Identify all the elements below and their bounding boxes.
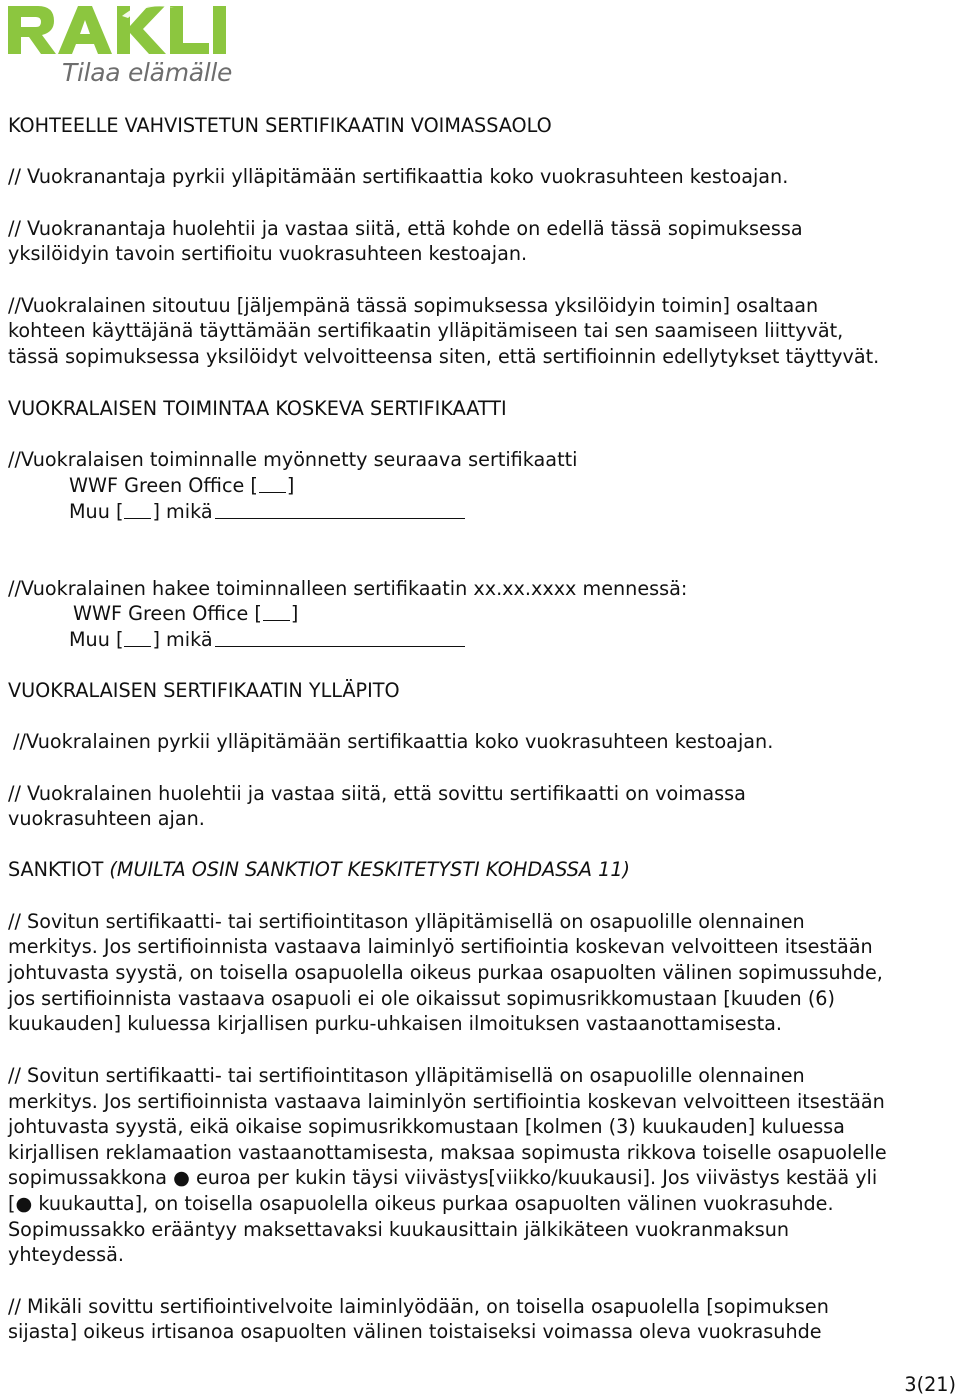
rakli-logo: [4, 2, 254, 92]
paragraph-sanction-penalty-line-8: yhteydessä.: [8, 1243, 125, 1266]
paragraph-landlord-responsibility-line-1: // Vuokranantaja huolehtii ja vastaa siitä, että kohde on edellä tässä sopimuksessa: [8, 217, 803, 240]
paragraph-landlord-aim: // Vuokranantaja pyrkii ylläpitämään sertifikaattia koko vuokrasuhteen kestoajan.: [8, 165, 789, 188]
fill-in-line[interactable]: [215, 628, 465, 647]
paragraph-tenant-aim: //Vuokralainen pyrkii ylläpitämään sertifikaattia koko vuokrasuhteen kestoajan.: [13, 730, 774, 753]
section-heading-tenant-certificate: VUOKRALAISEN TOIMINTAA KOSKEVA SERTIFIKAATTI: [8, 397, 507, 420]
paragraph-sanction-notice-line-2: sijasta] oikeus irtisanoa osapuolten välinen toistaiseksi voimassa oleva vuokrasuhde: [8, 1320, 822, 1343]
section-heading-certificate-validity: KOHTEELLE VAHVISTETUN SERTIFIKAATIN VOIMASSAOLO: [8, 114, 552, 137]
paragraph-sanction-penalty-line-7: Sopimussakko erääntyy maksettavaksi kuukausittain jälkikäteen vuokranmaksun: [8, 1218, 790, 1241]
paragraph-sanction-penalty-line-4: kirjallisen reklamaation vastaanottamisesta, maksaa sopimusta rikkova toiselle osapuolelle: [8, 1141, 887, 1164]
rakli-wordmark: [4, 2, 249, 62]
paragraph-sanction-penalty-line-2: merkitys. Jos sertifioinnista vastaava laiminlyön sertifiointia koskevan velvoitteen itsestään: [8, 1090, 885, 1113]
section-heading-tenant-maintenance: VUOKRALAISEN SERTIFIKAATIN YLLÄPITO: [8, 679, 400, 702]
fill-in-line[interactable]: [215, 500, 465, 519]
paragraph-sanction-penalty-line-3: johtuvasta syystä, eikä oikaise sopimusrikkomustaan [kolmen (3) kuukauden] kuluessa: [8, 1115, 845, 1138]
option-other-granted: Muu [ ] mikä: [69, 499, 465, 525]
paragraph-sanction-termination-line-1: // Sovitun sertifikaatti- tai sertifiointitason ylläpitämisellä on osapuolille olennainen: [8, 910, 805, 933]
sanctions-title: SANKTIOT: [8, 858, 104, 881]
paragraph-sanction-penalty-line-5: sopimussakkona ● euroa per kukin täysi viivästys[viikko/kuukausi]. Jos viivästys kestää yli: [8, 1166, 878, 1189]
paragraph-granted-certificate: //Vuokralaisen toiminnalle myönnetty seuraava sertifikaatti: [8, 448, 578, 471]
checkbox-blank[interactable]: [259, 474, 286, 493]
paragraph-sanction-termination-line-3: johtuvasta syystä, on toisella osapuolella oikeus purkaa osapuolten välinen sopimussuhde,: [8, 961, 883, 984]
paragraph-sanction-penalty-line-1: // Sovitun sertifikaatti- tai sertifiointitason ylläpitämisellä on osapuolille olennainen: [8, 1064, 805, 1087]
paragraph-sanction-penalty-line-6: [● kuukautta], on toisella osapuolella oikeus purkaa osapuolten välinen vuokrasuhde.: [8, 1192, 834, 1215]
paragraph-applying-certificate: //Vuokralainen hakee toiminnalleen sertifikaatin xx.xx.xxxx mennessä:: [8, 577, 688, 600]
option-other-applying: Muu [ ] mikä: [69, 627, 465, 653]
logo-tagline: Tilaa elämälle: [62, 58, 233, 87]
option-wwf-green-office-granted: WWF Green Office [ ]: [69, 474, 295, 497]
paragraph-sanction-termination-line-5: kuukauden] kuluessa kirjallisen purku-uhkaisen ilmoituksen vastaanottamisesta.: [8, 1012, 782, 1035]
paragraph-landlord-responsibility-line-2: yksilöidyin tavoin sertifioitu vuokrasuhteen kestoajan.: [8, 242, 528, 265]
paragraph-sanction-notice-line-1: // Mikäli sovittu sertifiointivelvoite laiminlyödään, on toisella osapuolella [sopimuksen: [8, 1295, 829, 1318]
paragraph-tenant-commitment-line-1: //Vuokralainen sitoutuu [jäljempänä tässä sopimuksessa yksilöidyin toimin] osaltaan: [8, 294, 819, 317]
paragraph-sanction-termination-line-2: merkitys. Jos sertifioinnista vastaava laiminlyö sertifiointia koskevan velvoitteen itsestään: [8, 935, 873, 958]
paragraph-tenant-commitment-line-3: tässä sopimuksessa yksilöidyt velvoitteensa siten, että sertifioinnin edellytykset täyttyvät.: [8, 345, 880, 368]
paragraph-tenant-responsibility-line-1: // Vuokralainen huolehtii ja vastaa siitä, että sovittu sertifikaatti on voimassa: [8, 782, 746, 805]
checkbox-blank[interactable]: [124, 628, 151, 647]
checkbox-blank[interactable]: [263, 602, 290, 621]
section-heading-sanctions: [8, 857, 630, 883]
paragraph-sanction-termination-line-4: jos sertifioinnista vastaava osapuoli ei ole oikaissut sopimusrikkomustaan [kuuden (6): [8, 987, 836, 1010]
sanctions-note: (MUILTA OSIN SANKTIOT KESKITETYSTI KOHDASSA 11): [109, 858, 631, 881]
checkbox-blank[interactable]: [124, 500, 151, 519]
paragraph-tenant-responsibility-line-2: vuokrasuhteen ajan.: [8, 807, 205, 830]
option-wwf-green-office-applying: WWF Green Office [ ]: [73, 602, 299, 625]
paragraph-tenant-commitment-line-2: kohteen käyttäjänä täyttämään sertifikaatin ylläpitämiseen tai sen saamiseen liittyvät,: [8, 319, 844, 342]
page-number: 3(21): [904, 1373, 956, 1396]
